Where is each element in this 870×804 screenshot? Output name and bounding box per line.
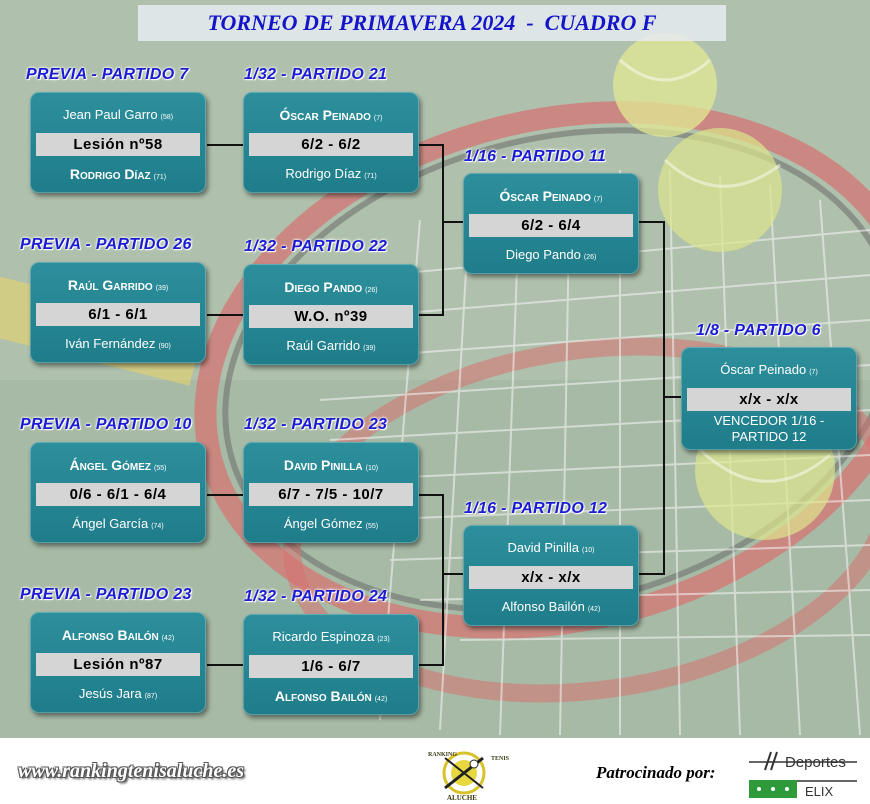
match-r16-12 [463,525,639,626]
player-2: Rodrigo Díaz (71) [285,166,377,181]
sponsor-label: Patrocinado por: [596,763,716,782]
player-1-winner: Diego Pando (26) [284,279,378,295]
match-score: 0/6 - 6/1 - 6/4 [36,483,200,506]
match-score: Lesión nº87 [36,653,200,676]
player-2: Ángel García (74) [72,516,164,531]
player-2: Alfonso Bailón (42) [501,599,601,614]
round-label-previa-23: PREVIA - PARTIDO 23 [20,586,192,603]
player-2: Jesús Jara (87) [78,686,158,701]
svg-text:RANKING: RANKING [428,752,458,758]
match-score: W.O. nº39 [249,305,413,328]
round-label-r32-24: 1/32 - PARTIDO 24 [244,588,388,605]
match-score: 6/7 - 7/5 - 10/7 [249,483,413,506]
player-1-winner: Óscar Peinado (7) [279,107,383,123]
match-previa-26 [30,262,206,363]
footer [0,738,870,804]
player-1-winner: Alfonso Bailón (42) [61,627,175,643]
svg-text:ELIX: ELIX [805,784,834,799]
svg-text:Deportes: Deportes [785,754,846,771]
player-2-winner: Rodrigo Díaz (71) [69,166,167,182]
player-1-winner: Ángel Gómez (55) [69,457,167,473]
match-score: x/x - x/x [469,566,633,589]
round-label-r16-12: 1/16 - PARTIDO 12 [464,500,608,517]
match-r32-24 [243,614,419,715]
round-label-r32-22: 1/32 - PARTIDO 22 [244,238,388,255]
round-label-r32-23: 1/32 - PARTIDO 23 [244,416,388,433]
player-1-winner: Óscar Peinado (7) [499,188,603,204]
round-label-r8-6: 1/8 - PARTIDO 6 [696,322,821,339]
round-label-r32-21: 1/32 - PARTIDO 21 [244,66,388,83]
player-1: Ricardo Espinoza (23) [272,629,390,644]
player-1-winner: David Pinilla (10) [283,457,379,473]
player-2-winner: Alfonso Bailón (42) [274,688,388,704]
ranking-tenis-aluche-logo [425,746,510,802]
match-r32-23 [243,442,419,543]
player-2: Iván Fernández (90) [65,336,171,351]
match-score: 1/6 - 6/7 [249,655,413,678]
svg-text:TENIS: TENIS [491,756,510,762]
match-score: 6/2 - 6/2 [249,133,413,156]
match-previa-10 [30,442,206,543]
round-label-r16-11: 1/16 - PARTIDO 11 [464,148,607,165]
player-1: David Pinilla (10) [507,540,595,555]
player-1: Óscar Peinado (7) [720,362,818,377]
match-r32-22 [243,264,419,365]
match-score: 6/1 - 6/1 [36,303,200,326]
player-2: Ángel Gómez (55) [283,516,379,531]
round-label-previa-7: PREVIA - PARTIDO 7 [26,66,189,83]
match-r16-11 [463,173,639,274]
match-r8-6 [681,347,857,450]
website-link[interactable]: www.rankingtenisaluche.es [18,760,244,782]
match-previa-23 [30,612,206,713]
player-1: Jean Paul Garro (58) [62,107,174,122]
round-label-previa-26: PREVIA - PARTIDO 26 [20,236,192,253]
match-r32-21 [243,92,419,193]
deportes-elix-logo [745,744,863,800]
player-2: Diego Pando (26) [505,247,597,262]
player-2-pending: VENCEDOR 1/16 - PARTIDO 12 [713,413,825,444]
round-label-previa-10: PREVIA - PARTIDO 10 [20,416,192,433]
player-1-winner: Raúl Garrido (39) [67,277,169,293]
player-2: Raúl Garrido (39) [286,338,376,353]
page-title: TORNEO DE PRIMAVERA 2024 - CUADRO F [138,5,726,41]
match-score: 6/2 - 6/4 [469,214,633,237]
match-previa-7 [30,92,206,193]
match-score: Lesión nº58 [36,133,200,156]
svg-text:ALUCHE: ALUCHE [447,794,477,802]
match-score: x/x - x/x [687,388,851,411]
